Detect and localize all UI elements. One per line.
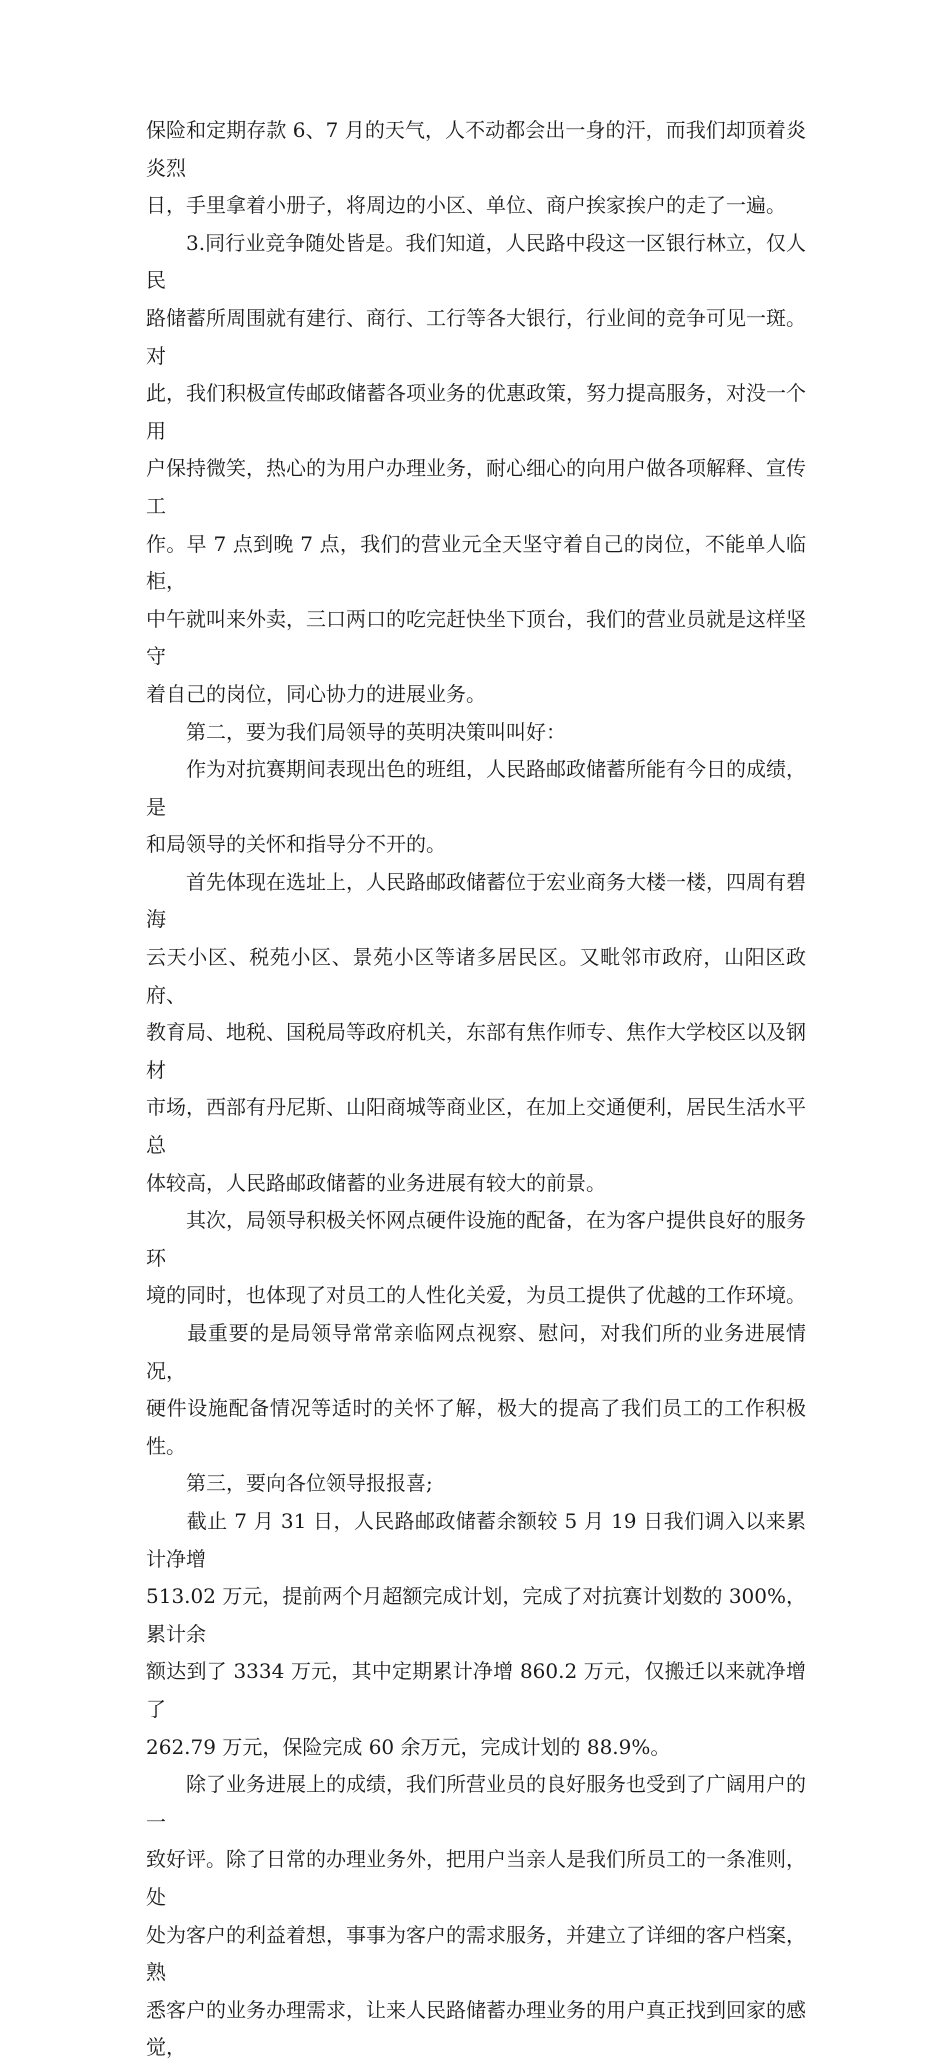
paragraph-8: 第三，要向各位领导报报喜; — [146, 1471, 433, 1496]
paragraph-3: 第二，要为我们局领导的英明决策叫叫好： — [146, 719, 566, 744]
paragraph-2: 3.同行业竞争随处皆是。我们知道，人民路中段这一区银行林立，仅人民 路储蓄所周围就有建行、商行、工行等各大银行，行业间的竞争可见一斑。对 此，我们积极宣传邮政储蓄各项业务的优惠政策，努力提高服务，对没一个用 户保持微笑，热心的为用户办理业务，耐心细心的向用户做各项解释、宣传工 作。早 7 点到晚 7 点，我们的营业元全天坚守着自己的岗位，不能单人临柜， 中午就叫来外卖，三口两口的吃完赶快坐下顶台，我们的营业员就是这样坚守 着自己的岗位，同心协力的进展业务。 — [146, 230, 806, 706]
paragraph-1: 保险和定期存款 6、7 月的天气，人不动都会出一身的汗，而我们却顶着炎炎烈 日，手里拿着小册子，将周边的小区、单位、商户挨家挨户的走了一遍。 — [146, 118, 806, 218]
paragraph-7: 最重要的是局领导常常亲临网点视察、慰问，对我们所的业务进展情况， 硬件设施配备情况等适时的关怀了解，极大的提高了我们员工的工作积极性。 — [146, 1321, 806, 1458]
paragraph-10: 除了业务进展上的成绩，我们所营业员的良好服务也受到了广阔用户的一 致好评。除了日常的办理业务外，把用户当亲人是我们所员工的一条准则，处 处为客户的利益着想，事事为客户的需求服务，并建立了详细的客户档案，熟 悉客户的业务办理需求，让来人民路储蓄办理业务的用户真正找到回家的感觉， — [146, 1772, 806, 2060]
paragraph-9: 截止 7 月 31 日，人民路邮政储蓄余额较 5 月 19 日我们调入以来累计净增 513.02 万元，提前两个月超额完成计划，完成了对抗赛计划数的 300%，累计余 额达到了 3334 万元，其中定期累计净增 860.2 万元，仅搬迁以来就净增了 262.79 万元，保险完成 60 余万元，完成计划的 88.9%。 — [146, 1508, 806, 1759]
paragraph-6: 其次，局领导积极关怀网点硬件设施的配备，在为客户提供良好的服务环 境的同时，也体现了对员工的人性化关爱，为员工提供了优越的工作环境。 — [146, 1208, 806, 1308]
paragraph-5: 首先体现在选址上，人民路邮政储蓄位于宏业商务大楼一楼，四周有碧海 云天小区、税苑小区、景苑小区等诸多居民区。又毗邻市政府，山阳区政府、 教育局、地税、国税局等政府机关，东部有焦作师专、焦作大学校区以及钢材 市场，西部有丹尼斯、山阳商城等商业区，在加上交通便利，居民生活水平总 体较高，人民路邮政储蓄的业务进展有较大的前景。 — [146, 869, 806, 1195]
document-body — [146, 112, 806, 2067]
paragraph-4: 作为对抗赛期间表现出色的班组，人民路邮政储蓄所能有今日的成绩，是 和局领导的关怀和指导分不开的。 — [146, 757, 806, 857]
